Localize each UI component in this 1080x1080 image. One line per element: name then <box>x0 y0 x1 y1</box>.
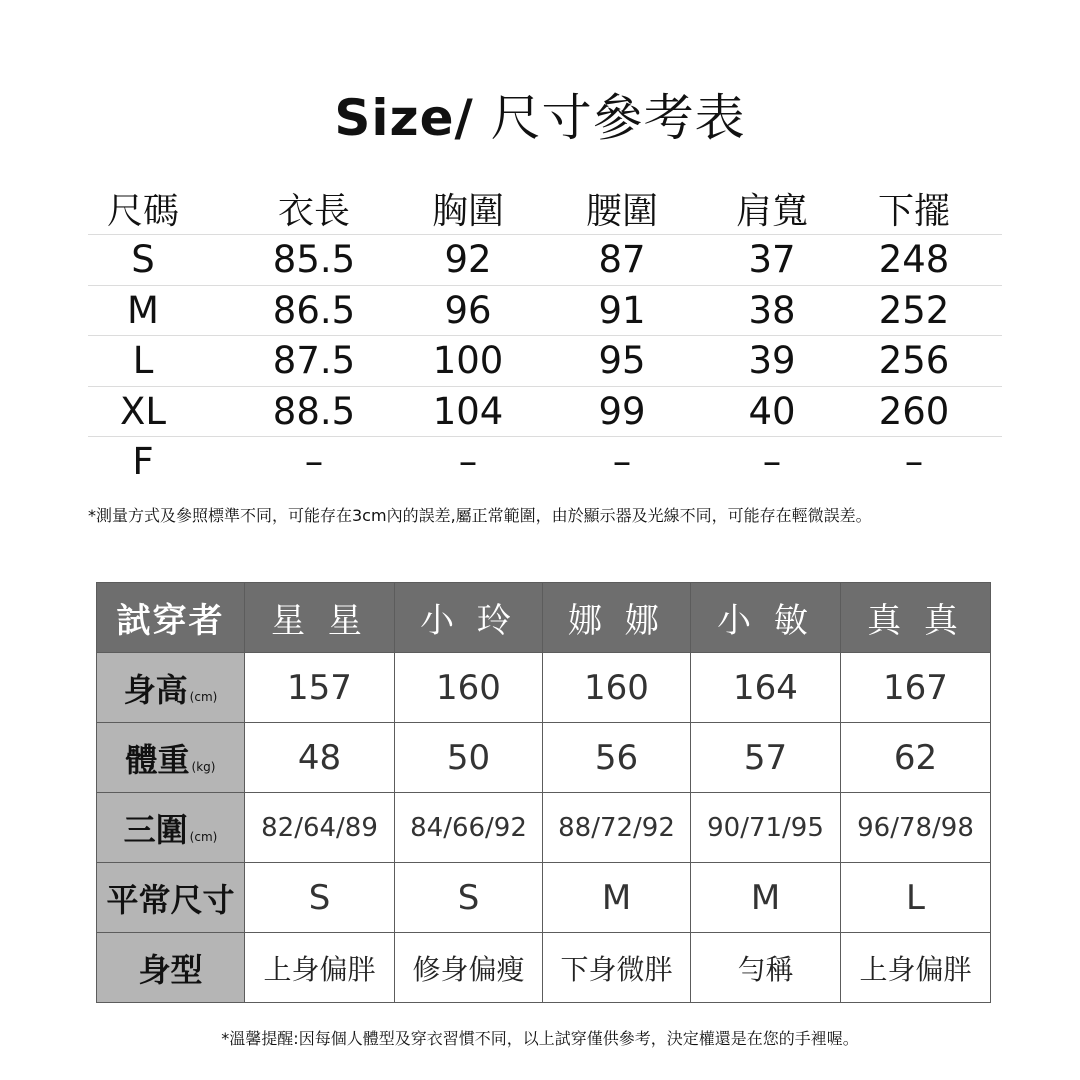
length-value: 86.5 <box>272 288 356 332</box>
measurements-value: 88/72/92 <box>543 793 691 863</box>
usual-size-value: M <box>691 863 841 933</box>
title-size: Size/ <box>334 89 474 147</box>
model-name: 星 星 <box>245 583 395 653</box>
measurements-value: 84/66/92 <box>395 793 543 863</box>
size-label: L <box>132 339 154 383</box>
shoulder-value: 40 <box>748 389 796 433</box>
row-label-text: 身高 <box>123 670 188 709</box>
waist-value: 91 <box>598 288 646 332</box>
waist-value: – <box>612 440 632 484</box>
header-shoulder: 肩寬 <box>735 190 808 232</box>
unit-label: (cm) <box>189 689 218 704</box>
header-length: 衣長 <box>277 190 350 232</box>
model-name: 真 真 <box>841 583 991 653</box>
height-row <box>97 653 991 723</box>
measurements-value: 96/78/98 <box>841 793 991 863</box>
waist-value: 87 <box>598 238 646 282</box>
size-chart <box>88 182 1002 487</box>
row-label <box>97 933 245 1003</box>
body-type-row <box>97 933 991 1003</box>
unit-label: (kg) <box>191 759 216 774</box>
hem-value: – <box>904 440 924 484</box>
hem-value: 248 <box>878 238 950 282</box>
size-label: M <box>127 288 159 332</box>
hem-value: 256 <box>878 339 950 383</box>
hem-value: 252 <box>878 288 950 332</box>
title-text: 尺寸參考表 <box>473 89 746 147</box>
chest-value: 92 <box>444 238 492 282</box>
header-size: 尺碼 <box>106 190 179 232</box>
length-value: – <box>304 440 324 484</box>
shoulder-value: 37 <box>748 238 796 282</box>
size-row <box>88 437 1002 487</box>
weight-row <box>97 723 991 793</box>
height-value: 164 <box>691 653 841 723</box>
page-title <box>0 78 1080 150</box>
shoulder-value: 38 <box>748 288 796 332</box>
size-row <box>88 235 1002 286</box>
unit-label: (cm) <box>189 829 218 844</box>
row-label <box>97 863 245 933</box>
reminder-note: *溫馨提醒:因每個人體型及穿衣習慣不同，以上試穿僅供參考，決定權還是在您的手裡喔。 <box>221 1029 859 1048</box>
height-value: 160 <box>395 653 543 723</box>
row-label-text: 身型 <box>138 950 203 989</box>
model-name: 小 敏 <box>691 583 841 653</box>
weight-value: 62 <box>841 723 991 793</box>
hem-value: 260 <box>878 389 950 433</box>
body-type-value: 下身微胖 <box>543 933 691 1003</box>
size-label: XL <box>120 389 166 433</box>
chest-value: 104 <box>432 389 504 433</box>
height-value: 160 <box>543 653 691 723</box>
weight-value: 50 <box>395 723 543 793</box>
length-value: 85.5 <box>272 238 356 282</box>
row-label <box>97 723 245 793</box>
shoulder-value: 39 <box>748 339 796 383</box>
usual-size-value: L <box>841 863 991 933</box>
try-on-table <box>96 582 991 1003</box>
length-value: 87.5 <box>272 339 356 383</box>
usual-size-value: S <box>395 863 543 933</box>
height-value: 167 <box>841 653 991 723</box>
waist-value: 95 <box>598 339 646 383</box>
header-waist: 腰圍 <box>585 190 658 232</box>
chest-value: 96 <box>444 288 492 332</box>
size-row <box>88 387 1002 438</box>
waist-value: 99 <box>598 389 646 433</box>
row-label <box>97 793 245 863</box>
chest-value: 100 <box>432 339 504 383</box>
weight-value: 56 <box>543 723 691 793</box>
size-row <box>88 336 1002 387</box>
body-type-value: 上身偏胖 <box>245 933 395 1003</box>
measurements-value: 90/71/95 <box>691 793 841 863</box>
size-chart-header <box>88 182 1002 235</box>
measurement-note: *測量方式及參照標準不同，可能存在3cm內的誤差,屬正常範圍，由於顯示器及光線不同，可能存在輕微誤差。 <box>88 506 872 525</box>
header-hem: 下擺 <box>877 190 950 232</box>
length-value: 88.5 <box>272 389 356 433</box>
model-name: 小 玲 <box>395 583 543 653</box>
header-chest: 胸圍 <box>431 190 504 232</box>
size-label: F <box>132 440 154 484</box>
try-on-header-row <box>97 583 991 653</box>
body-type-value: 勻稱 <box>691 933 841 1003</box>
weight-value: 48 <box>245 723 395 793</box>
model-name: 娜 娜 <box>543 583 691 653</box>
usual-size-value: M <box>543 863 691 933</box>
body-type-value: 修身偏瘦 <box>395 933 543 1003</box>
usual-size-value: S <box>245 863 395 933</box>
body-type-value: 上身偏胖 <box>841 933 991 1003</box>
row-label-text: 平常尺寸 <box>106 880 235 919</box>
size-label: S <box>131 238 155 282</box>
tester-header: 試穿者 <box>97 583 245 653</box>
size-row <box>88 286 1002 337</box>
row-label-text: 三圍 <box>123 810 188 849</box>
height-value: 157 <box>245 653 395 723</box>
shoulder-value: – <box>762 440 782 484</box>
usual-size-row <box>97 863 991 933</box>
weight-value: 57 <box>691 723 841 793</box>
measurements-row <box>97 793 991 863</box>
chest-value: – <box>458 440 478 484</box>
row-label-text: 體重 <box>125 740 190 779</box>
measurements-value: 82/64/89 <box>245 793 395 863</box>
row-label <box>97 653 245 723</box>
